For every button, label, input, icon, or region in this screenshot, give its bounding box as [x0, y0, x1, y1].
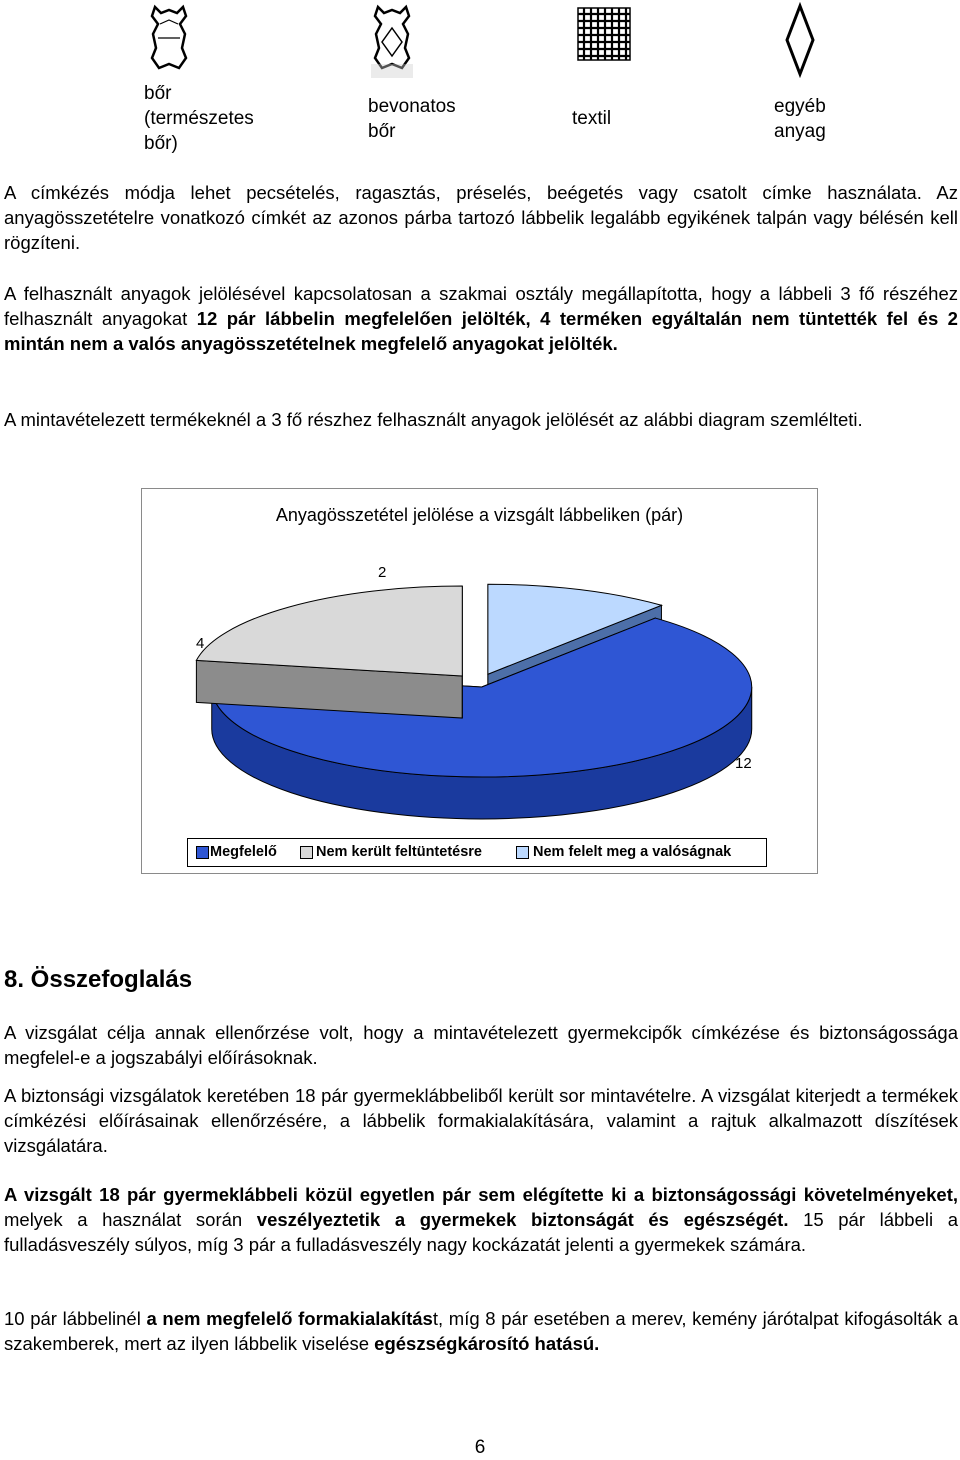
textile-label: textil — [572, 108, 612, 129]
legend-swatch-megfelelo — [196, 846, 209, 859]
summary-results — [4, 1182, 958, 1257]
natural-leather-label: bőr (természetes bőr) — [144, 83, 254, 154]
chart-title: Anyagösszetétel jelölése a vizsgált lábbeliken (pár) — [275, 505, 684, 525]
coated-leather-label: bevonatos bőr — [368, 96, 456, 142]
other-material-icon — [783, 2, 817, 78]
natural-leather-icon — [146, 4, 192, 72]
summary-design — [4, 1306, 958, 1356]
paragraph-findings — [4, 281, 958, 356]
coated-leather-icon — [368, 4, 416, 80]
design-bold-2: egészségkárosító hatású. — [374, 1333, 600, 1354]
results-bold-2: veszélyeztetik a gyermekek biztonságát és egészségét. — [256, 1209, 789, 1230]
results-text-1: melyek a használat során — [4, 1209, 257, 1230]
paragraph-labeling: A címkézés módja lehet pecsételés, ragasztás, préselés, beégetés vagy csatolt címke használata. Az anyagösszetételre vonatkozó címkét az azonos párba tartozó lábbelik legalább egyikének talpán vagy bélésén kell rögzíteni. — [4, 182, 958, 253]
legend-swatch-nem-kerult — [300, 846, 313, 859]
results-text-2: 15 pár lábbeli a fulladásveszély súlyos, míg 3 pár a fulladásveszély nagy kockázatát jelenti a gyermekek számára. — [4, 1209, 958, 1255]
findings-text: A felhasznált anyagok jelölésével kapcsolatosan a szakmai osztály megállapította, hogy a lábbeli 3 fő részéhez felhasznált anyagokat — [4, 283, 958, 329]
data-label-medium: 4 — [196, 635, 205, 652]
section-heading: 8. Összefoglalás — [4, 966, 193, 993]
summary-scope: A biztonsági vizsgálatok keretében 18 pár gyermeklábbeliből került sor mintavételre. A vizsgálat kiterjedt a termékek címkézési előírásainak ellenőrzésére, a lábbelik formakialakítására, valamint a rajtuk alkalmazott díszítések vizsgálatára. — [4, 1085, 958, 1156]
summary-purpose: A vizsgálat célja annak ellenőrzése volt, hogy a mintavételezett gyermekcipők címkézése és biztonságossága megfelel-e a jogszabályi előírásoknak. — [4, 1022, 958, 1068]
data-label-small: 2 — [378, 564, 387, 581]
legend-label-nem-kerult: Nem került feltüntetésre — [316, 844, 482, 860]
pie-chart — [141, 488, 818, 874]
other-material-label: egyéb anyag — [774, 96, 826, 142]
slice-nem-kerult-top — [196, 586, 462, 676]
chart-legend — [187, 838, 767, 867]
textile-icon — [574, 4, 634, 64]
data-label-large: 12 — [735, 755, 752, 772]
legend-swatch-nem-felelt — [516, 846, 529, 859]
results-bold-1: A vizsgált 18 pár gyermeklábbeli közül egyetlen pár sem elégítette ki a biztonságossági követelményeket, — [4, 1184, 958, 1205]
design-bold-1: a nem megfelelő formakialakítás — [146, 1308, 433, 1329]
paragraph-diagram-intro: A mintavételezett termékeknél a 3 fő részhez felhasznált anyagok jelölését az alábbi diagram szemlélteti. — [4, 409, 863, 430]
design-text-1: 10 pár lábbelinél — [4, 1308, 147, 1329]
legend-label-nem-felelt: Nem felelt meg a valóságnak — [533, 844, 732, 860]
pie-chart-plot — [142, 489, 817, 873]
page-number: 6 — [474, 1437, 486, 1458]
legend-label-megfelelo: Megfelelő — [210, 844, 277, 860]
findings-bold: 12 pár lábbelin megfelelően jelölték, 4 terméken egyáltalán nem tüntették fel és 2 mintán nem a valós anyagösszetételnek megfelelő anyagokat jelölték. — [4, 308, 958, 354]
design-text-2: t, míg 8 pár esetében a merev, kemény járótalpat kifogásolták a szakemberek, mert az ilyen lábbelik viselése — [4, 1308, 958, 1354]
